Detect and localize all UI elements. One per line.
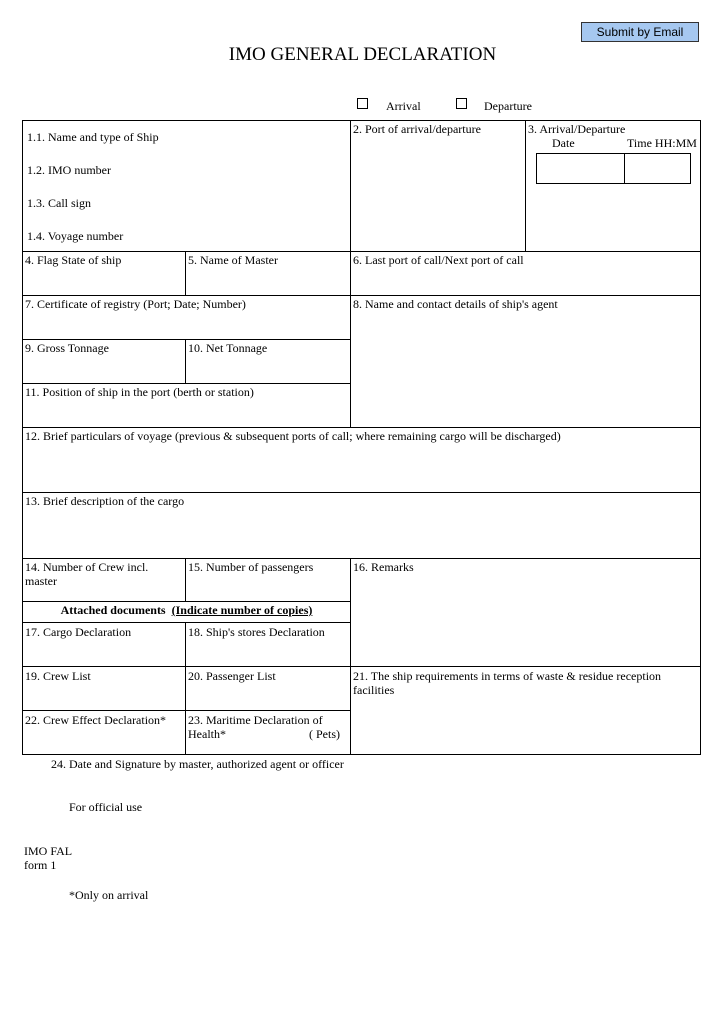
field-net-tonnage: 10. Net Tonnage — [188, 341, 268, 355]
field-master-name: 5. Name of Master — [188, 253, 278, 267]
field-stores-declaration: 18. Ship's stores Declaration — [188, 625, 325, 639]
attached-label: Attached documents — [60, 603, 166, 617]
table-border-top — [22, 120, 701, 121]
field-maritime-health: 23. Maritime Declaration of — [188, 713, 323, 727]
submit-by-email-button[interactable]: Submit by Email — [581, 22, 699, 42]
field-passenger-list: 20. Passenger List — [188, 669, 276, 683]
field-remarks: 16. Remarks — [353, 560, 414, 574]
field-port: 2. Port of arrival/departure — [353, 122, 481, 136]
field-position: 11. Position of ship in the port (berth or station) — [25, 385, 254, 399]
row-divider — [22, 558, 701, 559]
field-waste-requirements-line2: facilities — [353, 683, 395, 697]
row-divider — [22, 383, 351, 384]
page-title: IMO GENERAL DECLARATION — [228, 44, 497, 65]
col-divider — [350, 558, 351, 754]
time-label: Time HH:MM — [627, 136, 697, 150]
departure-label: Departure — [484, 99, 532, 113]
col-divider — [185, 622, 186, 754]
field-voyage-particulars: 12. Brief particulars of voyage (previous & subsequent ports of call; where remaining cargo will be discharged) — [25, 429, 561, 443]
row-divider — [22, 427, 701, 428]
field-crew-effect: 22. Crew Effect Declaration* — [25, 713, 167, 727]
table-border-left — [22, 120, 23, 755]
departure-checkbox[interactable] — [456, 98, 467, 109]
field-imo-number: 1.2. IMO number — [27, 163, 111, 177]
row-divider — [22, 251, 701, 252]
field-certificate: 7. Certificate of registry (Port; Date; Number) — [25, 297, 246, 311]
field-pets: ( Pets) — [309, 727, 340, 741]
field-call-sign: 1.3. Call sign — [27, 196, 92, 210]
field-arrival-departure: 3. Arrival/Departure — [528, 122, 626, 136]
row-divider — [22, 339, 351, 340]
field-crew-number-line2: master — [25, 574, 57, 588]
field-crew-number: 14. Number of Crew incl. — [25, 560, 149, 574]
attached-documents-heading — [22, 603, 351, 617]
signature-line: 24. Date and Signature by master, authorized agent or officer — [51, 757, 344, 771]
col-divider — [185, 558, 186, 601]
col-divider — [185, 251, 186, 295]
row-divider — [22, 666, 701, 667]
arrival-label: Arrival — [386, 99, 421, 113]
row-divider — [22, 601, 351, 602]
row-divider — [22, 492, 701, 493]
table-border-right — [700, 120, 701, 755]
col-divider — [185, 339, 186, 383]
date-input[interactable] — [536, 153, 625, 184]
field-cargo-description: 13. Brief description of the cargo — [25, 494, 185, 508]
date-label: Date — [552, 136, 575, 150]
field-waste-requirements: 21. The ship requirements in terms of waste & residue reception — [353, 669, 662, 683]
field-ship-name: 1.1. Name and type of Ship — [27, 130, 159, 144]
row-divider — [22, 622, 351, 623]
row-divider — [22, 710, 351, 711]
field-maritime-health-line2: Health* — [188, 727, 226, 741]
field-flag-state: 4. Flag State of ship — [25, 253, 122, 267]
field-cargo-declaration: 17. Cargo Declaration — [25, 625, 132, 639]
field-agent: 8. Name and contact details of ship's agent — [353, 297, 558, 311]
arrival-note: *Only on arrival — [69, 888, 149, 902]
field-passengers: 15. Number of passengers — [188, 560, 314, 574]
field-crew-list: 19. Crew List — [25, 669, 91, 683]
row-divider — [22, 295, 701, 296]
time-input[interactable] — [624, 153, 691, 184]
col-divider — [350, 120, 351, 427]
form-name-line1: IMO FAL — [24, 844, 73, 858]
field-voyage-number: 1.4. Voyage number — [27, 229, 124, 243]
field-last-port: 6. Last port of call/Next port of call — [353, 253, 524, 267]
col-divider — [525, 120, 526, 251]
form-name-line2: form 1 — [24, 858, 57, 872]
arrival-checkbox[interactable] — [357, 98, 368, 109]
attached-note: (Indicate number of copies) — [171, 603, 313, 617]
field-gross-tonnage: 9. Gross Tonnage — [25, 341, 109, 355]
table-border-bottom — [22, 754, 701, 755]
official-use: For official use — [69, 800, 143, 814]
